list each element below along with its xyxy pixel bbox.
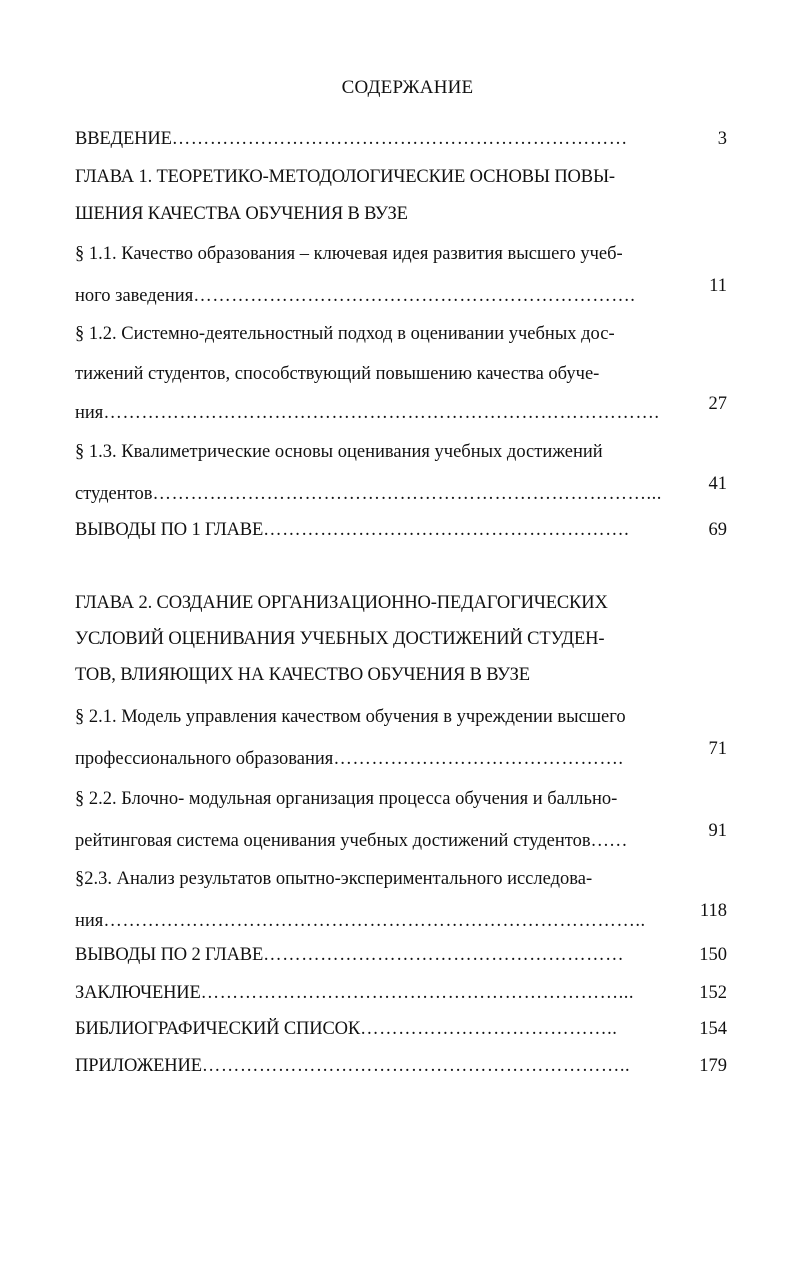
toc-chapter-2-heading-line-1: ГЛАВА 2. СОЗДАНИЕ ОРГАНИЗАЦИОННО-ПЕДАГОГИЧЕСКИХ (75, 593, 608, 613)
toc-leader-dots: ………………………………………………………………………….. (103, 911, 646, 931)
toc-page-number: 69 (708, 520, 727, 540)
toc-entry-text: ВЫВОДЫ ПО 2 ГЛАВЕ (75, 945, 264, 965)
toc-entry-text: ного заведения (75, 286, 194, 306)
toc-entry-text: ния (75, 911, 104, 931)
toc-section-2-3-line-2 (75, 910, 680, 932)
toc-page-number: 71 (708, 739, 727, 759)
toc-section-1-3-line-1: § 1.3. Квалиметрические основы оценивания учебных достижений (75, 442, 603, 462)
toc-page-number: 91 (708, 821, 727, 841)
toc-leader-dots: …………………………………………………. (263, 520, 630, 540)
toc-page-number: 150 (699, 945, 727, 965)
toc-section-2-1-line-1: § 2.1. Модель управления качеством обучения в учреждении высшего (75, 707, 626, 727)
toc-leader-dots: ……………………………………………………………………………. (103, 403, 660, 423)
page-title: СОДЕРЖАНИЕ (341, 77, 474, 98)
toc-section-2-1-line-2 (75, 748, 680, 770)
toc-page-number: 27 (708, 394, 727, 414)
toc-leader-dots: ………………………………………………… (263, 945, 625, 965)
toc-page-number: 152 (699, 983, 727, 1003)
toc-leader-dots: ………………………………………. (333, 749, 624, 769)
toc-leader-dots: ………………………………………………………….. (201, 1056, 631, 1076)
toc-conclusion (75, 982, 680, 1004)
toc-entry-text: ВЫВОДЫ ПО 1 ГЛАВЕ (75, 520, 264, 540)
toc-entry-text: студентов (75, 484, 153, 504)
toc-section-2-3-line-1: §2.3. Анализ результатов опытно-экспериментального исследова- (75, 869, 593, 889)
toc-page-number: 41 (708, 474, 727, 494)
toc-section-1-2-line-1: § 1.2. Системно-деятельностный подход в оценивании учебных дос- (75, 324, 615, 344)
toc-section-1-1-line-2 (75, 285, 680, 307)
toc-section-1-1-line-1: § 1.1. Качество образования – ключевая идея развития высшего учеб- (75, 244, 623, 264)
toc-entry-text: ния (75, 403, 104, 423)
toc-bibliography (75, 1018, 680, 1040)
toc-leader-dots: ……………………………………………………………. (193, 286, 636, 306)
toc-section-1-2-line-3 (75, 402, 680, 424)
toc-page-number: 179 (699, 1056, 727, 1076)
toc-page-number: 3 (717, 129, 727, 149)
toc-page-number: 11 (709, 276, 727, 296)
toc-chapter-2-heading-line-3: ТОВ, ВЛИЯЮЩИХ НА КАЧЕСТВО ОБУЧЕНИЯ В ВУЗЕ (75, 665, 530, 685)
toc-entry-text: профессионального образования (75, 749, 334, 769)
toc-section-1-2-line-2: тижений студентов, способствующий повышению качества обуче- (75, 364, 600, 384)
toc-entry-text: БИБЛИОГРАФИЧЕСКИЙ СПИСОК (75, 1019, 361, 1039)
toc-chapter-2-heading-line-2: УСЛОВИЙ ОЦЕНИВАНИЯ УЧЕБНЫХ ДОСТИЖЕНИЙ СТУДЕН- (75, 629, 605, 649)
toc-leader-dots: …………………………………………………………... (200, 983, 635, 1003)
toc-entry-text: ПРИЛОЖЕНИЕ (75, 1056, 202, 1076)
toc-section-2-2-line-2: рейтинговая система оценивания учебных достижений студентов…… (75, 831, 628, 851)
toc-appendix (75, 1055, 680, 1077)
toc-entry-introduction (75, 128, 680, 150)
toc-chapter-2-conclusions (75, 944, 680, 966)
toc-entry-text: ВВЕДЕНИЕ (75, 129, 172, 149)
toc-page-number: 154 (699, 1019, 727, 1039)
toc-chapter-1-heading-line-1: ГЛАВА 1. ТЕОРЕТИКО-МЕТОДОЛОГИЧЕСКИЕ ОСНОВЫ ПОВЫ- (75, 167, 615, 187)
toc-chapter-1-conclusions (75, 519, 680, 541)
toc-section-2-2-line-1: § 2.2. Блочно- модульная организация процесса обучения и балльно- (75, 789, 618, 809)
toc-leader-dots: ……………………………………………………………… (171, 129, 628, 149)
toc-leader-dots: ………………………………….. (360, 1019, 618, 1039)
toc-section-1-3-line-2 (75, 483, 680, 505)
toc-entry-text: ЗАКЛЮЧЕНИЕ (75, 983, 201, 1003)
toc-page-number: 118 (699, 901, 727, 921)
toc-chapter-1-heading-line-2: ШЕНИЯ КАЧЕСТВА ОБУЧЕНИЯ В ВУЗЕ (75, 204, 408, 224)
toc-leader-dots: ……………………………………………………………………... (152, 484, 662, 504)
